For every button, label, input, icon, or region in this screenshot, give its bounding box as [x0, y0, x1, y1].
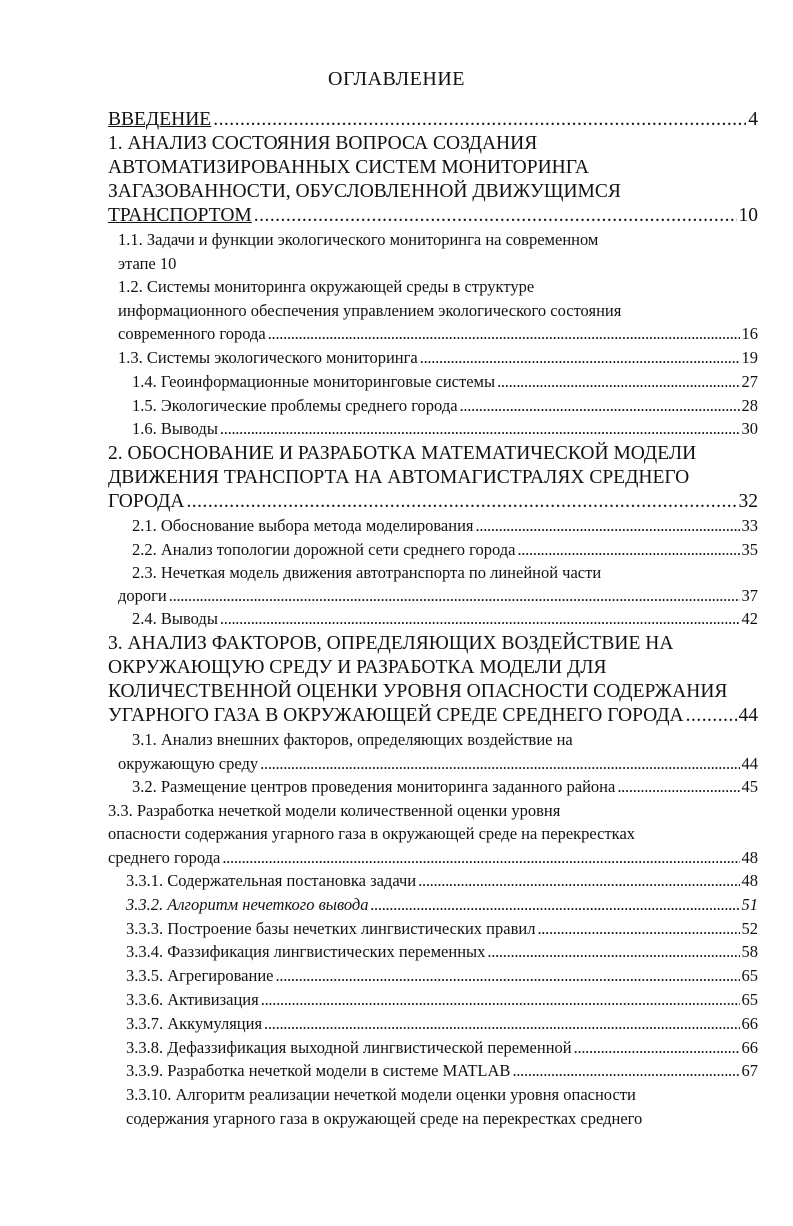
toc-chapter-3-line[interactable]: КОЛИЧЕСТВЕННОЙ ОЦЕНКИ УРОВНЯ ОПАСНОСТИ СОДЕРЖАНИЯ: [108, 681, 728, 702]
toc-chapter-3-line[interactable]: ОКРУЖАЮЩУЮ СРЕДУ И РАЗРАБОТКА МОДЕЛИ ДЛЯ: [108, 657, 607, 678]
toc-chapter-3-line[interactable]: УГАРНОГО ГАЗА В ОКРУЖАЮЩЕЙ СРЕДЕ СРЕДНЕГО ГОРОДА . . . 44: [108, 702, 758, 729]
toc-entry-3-3[interactable]: 3.3. Разработка нечеткой модели количественной оценки уровня: [108, 801, 561, 820]
toc-entry-3-2[interactable]: 3.2. Размещение центров проведения мониторинга заданного района . . . 45: [132, 775, 758, 799]
toc-entry-3-3-8[interactable]: 3.3.8. Дефаззификация выходной лингвистической переменной . . . 66: [126, 1036, 758, 1060]
toc-entry-3-3-10[interactable]: содержания угарного газа в окружающей среде на перекрестках среднего: [126, 1109, 643, 1128]
toc-chapter-1-line[interactable]: ТРАНСПОРТОМ . . . 10: [108, 202, 758, 229]
toc-title: ОГЛАВЛЕНИЕ: [328, 68, 465, 90]
toc-chapter-2-line[interactable]: 2. ОБОСНОВАНИЕ И РАЗРАБОТКА МАТЕМАТИЧЕСКОЙ МОДЕЛИ: [108, 443, 697, 464]
toc-entry-3-3-7[interactable]: 3.3.7. Аккумуляция . . . 66: [126, 1012, 758, 1036]
toc-page-number: 4: [748, 109, 758, 130]
toc-entry-1-6[interactable]: 1.6. Выводы . . . 30: [132, 417, 758, 441]
toc-entry-1-3[interactable]: 1.3. Системы экологического мониторинга . . . 19: [118, 346, 758, 370]
toc-page-number: 44: [738, 705, 758, 726]
toc-chapter-1-line[interactable]: 1. АНАЛИЗ СОСТОЯНИЯ ВОПРОСА СОЗДАНИЯ: [108, 133, 538, 154]
toc-entry-3-3-3[interactable]: 3.3.3. Построение базы нечетких лингвистических правил . . . 52: [126, 917, 758, 941]
toc-entry-3-3-2[interactable]: 3.3.2. Алгоритм нечеткого вывода . . . 51: [126, 893, 758, 917]
toc-entry-1-1[interactable]: 1.1. Задачи и функции экологического мониторинга на современном: [118, 230, 599, 249]
toc-entry-1-5[interactable]: 1.5. Экологические проблемы среднего города . . . 28: [132, 394, 758, 418]
toc-chapter-2-line[interactable]: ГОРОДА . . . 32: [108, 488, 758, 515]
toc-entry-3-1[interactable]: 3.1. Анализ внешних факторов, определяющих воздействие на: [132, 730, 573, 749]
toc-page-number: 32: [738, 491, 758, 512]
toc-chapter-3-line[interactable]: 3. АНАЛИЗ ФАКТОРОВ, ОПРЕДЕЛЯЮЩИХ ВОЗДЕЙСТВИЕ НА: [108, 633, 674, 654]
toc-entry-1-4[interactable]: 1.4. Геоинформационные мониторинговые системы . . . 27: [132, 370, 758, 394]
toc-entry-2-4[interactable]: 2.4. Выводы . . . 42: [132, 607, 758, 631]
toc-entry-3-3-10[interactable]: 3.3.10. Алгоритм реализации нечеткой модели оценки уровня опасности: [126, 1085, 636, 1104]
toc-entry-3-3-9[interactable]: 3.3.9. Разработка нечеткой модели в системе MATLAB . . . 67: [126, 1059, 758, 1083]
toc-page-number: 10: [738, 205, 758, 226]
toc-entry-3-3-4[interactable]: 3.3.4. Фаззификация лингвистических переменных . . . 58: [126, 940, 758, 964]
toc-entry-2-1[interactable]: 2.1. Обоснование выбора метода моделирования . . . 33: [132, 514, 758, 538]
toc-entry-3-3-6[interactable]: 3.3.6. Активизация . . . 65: [126, 988, 758, 1012]
toc-entry-text: ВВЕДЕНИЕ: [108, 109, 212, 130]
toc-entry-1-1[interactable]: этапе 10: [118, 254, 177, 273]
toc-entry-1-2[interactable]: современного города . . . 16: [118, 322, 758, 346]
toc-entry-intro[interactable]: [108, 106, 758, 133]
toc-entry-1-2[interactable]: 1.2. Системы мониторинга окружающей среды в структуре: [118, 277, 535, 296]
toc-entry-2-3[interactable]: 2.3. Нечеткая модель движения автотранспорта по линейной части: [132, 563, 602, 582]
toc-entry-3-3-1[interactable]: 3.3.1. Содержательная постановка задачи . . . 48: [126, 869, 758, 893]
toc-chapter-2-line[interactable]: ДВИЖЕНИЯ ТРАНСПОРТА НА АВТОМАГИСТРАЛЯХ СРЕДНЕГО: [108, 467, 690, 488]
toc-page-number: 16: [741, 324, 758, 343]
toc-entry-2-2[interactable]: 2.2. Анализ топологии дорожной сети среднего города . . . 35: [132, 538, 758, 562]
toc-entry-2-3[interactable]: дороги . . . 37: [118, 584, 758, 608]
toc-entry-1-2[interactable]: информационного обеспечения управлением экологического состояния: [118, 301, 622, 320]
toc-chapter-1-line[interactable]: АВТОМАТИЗИРОВАННЫХ СИСТЕМ МОНИТОРИНГА: [108, 157, 589, 178]
toc-entry-3-1[interactable]: окружающую среду . . . 44: [118, 752, 758, 776]
toc-entry-3-3-5[interactable]: 3.3.5. Агрегирование . . . 65: [126, 964, 758, 988]
toc-entry-3-3[interactable]: среднего города . . . 48: [108, 846, 758, 870]
toc-entry-3-3[interactable]: опасности содержания угарного газа в окружающей среде на перекрестках: [108, 824, 636, 843]
toc-chapter-1-line[interactable]: ЗАГАЗОВАННОСТИ, ОБУСЛОВЛЕННОЙ ДВИЖУЩИМСЯ: [108, 181, 621, 202]
